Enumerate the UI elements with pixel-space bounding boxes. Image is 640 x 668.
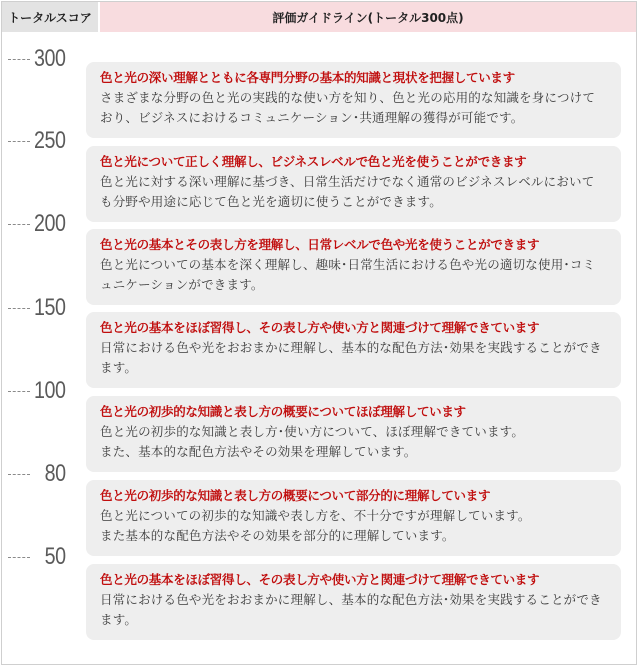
guideline-description: 日常における色や光をおおまかに理解し、基本的な配色方法･効果を実践することができます。 <box>100 592 602 627</box>
guideline-description: 色と光に対する深い理解に基づき、日常生活だけでなく通常のビジネスレベルにおいても分野や用途に応じて色と光を適切に使うことができます。 <box>100 174 595 209</box>
score-value: 200 <box>34 210 66 237</box>
guideline-card-50 <box>86 564 621 640</box>
guideline-card-300 <box>86 62 621 138</box>
guideline-title: 色と光の基本をほぼ習得し、その表し方や使い方と関連づけて理解できています <box>100 320 540 335</box>
score-value: 100 <box>34 377 66 404</box>
score-dashed-line <box>8 141 30 142</box>
guideline-title: 色と光の基本をほぼ習得し、その表し方や使い方と関連づけて理解できています <box>100 572 540 587</box>
guideline-header: 評価ガイドライン(トータル300点) <box>100 2 636 32</box>
score-marker <box>8 540 90 574</box>
guideline-description: 色と光についての基本を深く理解し、趣味･日常生活における色や光の適切な使用･コミュニケーションができます。 <box>100 257 596 292</box>
score-dashed-line <box>8 224 30 225</box>
score-dashed-line <box>8 59 30 60</box>
score-marker <box>8 207 90 241</box>
score-dashed-line <box>8 308 30 309</box>
guideline-title: 色と光の深い理解とともに各専門分野の基本的知識と現状を把握しています <box>100 70 515 85</box>
score-dashed-line <box>8 474 30 475</box>
guideline-card-200 <box>86 229 621 305</box>
score-marker <box>8 124 90 158</box>
total-score-header: トータルスコア <box>2 2 98 32</box>
score-marker <box>8 42 90 76</box>
guideline-title: 色と光の基本とその表し方を理解し、日常レベルで色や光を使うことができます <box>100 237 540 252</box>
guideline-description: 色と光についての初歩的な知識や表し方を、不十分ですが理解しています。 また基本的な配色方法やその効果を部分的に理解しています。 <box>100 508 531 543</box>
guideline-description: 日常における色や光をおおまかに理解し、基本的な配色方法･効果を実践することができます。 <box>100 340 602 375</box>
score-marker <box>8 291 90 325</box>
score-dashed-line <box>8 391 30 392</box>
guideline-description: 色と光の初歩的な知識と表し方･使い方について、ほぼ理解できています。 また、基本的な配色方法やその効果を理解しています。 <box>100 424 525 459</box>
guideline-card-150 <box>86 312 621 388</box>
guideline-card-100 <box>86 396 621 472</box>
score-value: 50 <box>44 543 66 570</box>
score-value: 80 <box>44 460 66 487</box>
score-marker <box>8 457 90 491</box>
guideline-description: さまざまな分野の色と光の実践的な使い方を知り、色と光の応用的な知識を身につけており、ビジネスにおけるコミュニケーション･共通理解の獲得が可能です。 <box>100 90 596 125</box>
guideline-title: 色と光の初歩的な知識と表し方の概要についてほぼ理解しています <box>100 404 466 419</box>
guideline-title: 色と光について正しく理解し、ビジネスレベルで色と光を使うことができます <box>100 154 527 169</box>
guideline-card-80 <box>86 480 621 556</box>
score-value: 300 <box>34 45 66 72</box>
score-value: 250 <box>34 127 66 154</box>
score-marker <box>8 374 90 408</box>
guideline-title: 色と光の初歩的な知識と表し方の概要について部分的に理解しています <box>100 488 491 503</box>
score-dashed-line <box>8 557 30 558</box>
guideline-card-250 <box>86 146 621 222</box>
score-value: 150 <box>34 294 66 321</box>
